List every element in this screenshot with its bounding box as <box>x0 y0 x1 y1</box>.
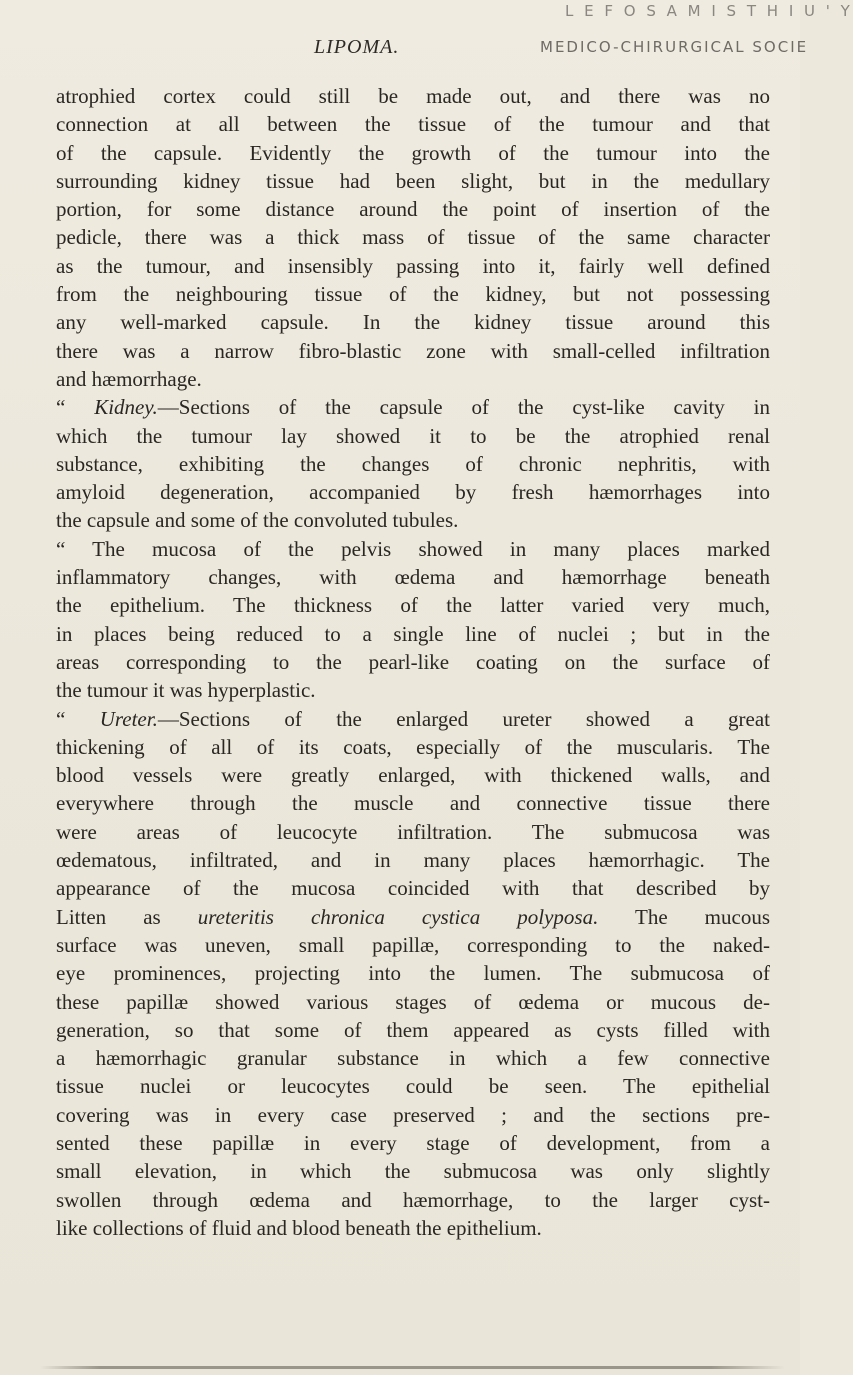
text-line: a hæmorrhagic granular substance in which a few connective <box>56 1046 770 1071</box>
text-line: substance, exhibiting the changes of chronic nephritis, with <box>56 451 770 476</box>
text-line: these papillæ showed various stages of œdema or mucous de- <box>56 989 770 1014</box>
text-line: areas corresponding to the pearl-like coating on the surface of <box>56 649 770 674</box>
text-line: from the neighbouring tissue of the kidney, but not possessing <box>56 282 770 307</box>
italic-term: ureteritis chronica cystica polyposa. <box>197 904 599 929</box>
italic-term: Kidney. <box>94 395 158 420</box>
text-line: inflammatory changes, with œdema and hæmorrhage beneath <box>56 565 770 590</box>
text-line: Litten as ureteritis chronica cystica polyposa. The mucous <box>56 904 771 929</box>
library-stamp: MEDICO-CHIRURGICAL SOCIE <box>540 38 809 56</box>
text-line: of the capsule. Evidently the growth of the tumour into the <box>56 140 770 165</box>
text-line: there was a narrow fibro-blastic zone with small-celled infiltration <box>56 338 770 363</box>
text-line: sented these papillæ in every stage of development, from a <box>56 1130 770 1155</box>
text-line: eye prominences, projecting into the lumen. The submucosa of <box>56 961 770 986</box>
text-line: covering was in every case preserved ; and the sections pre- <box>56 1102 770 1127</box>
top-library-stamp: L E F O S A M I S T H I U ' Y <box>565 2 853 20</box>
running-head <box>0 32 809 68</box>
text-line-kidney-heading: “ Kidney.—Sections of the capsule of the cyst-like cavity in <box>56 395 770 420</box>
text-line: œdematous, infiltrated, and in many places hæmorrhagic. The <box>56 848 770 873</box>
running-title: LIPOMA. <box>314 36 400 58</box>
text-line: the epithelium. The thickness of the latter varied very much, <box>56 593 770 618</box>
text-line: surrounding kidney tissue had been slight, but in the medullary <box>56 168 770 193</box>
text-line: like collections of fluid and blood beneath the epithelium. <box>56 1215 542 1240</box>
text-line: portion, for some distance around the point of insertion of the <box>56 197 770 222</box>
text-line: any well-marked capsule. In the kidney tissue around this <box>56 310 770 335</box>
text-line: which the tumour lay showed it to be the atrophied renal <box>56 423 770 448</box>
text-line: everywhere through the muscle and connective tissue there <box>56 791 770 816</box>
text-line: tissue nuclei or leucocytes could be seen. The epithelial <box>56 1074 770 1099</box>
text-line: atrophied cortex could still be made out, and there was no <box>56 84 770 108</box>
text-line: appearance of the mucosa coincided with that described by <box>56 876 770 901</box>
text-line: pedicle, there was a thick mass of tissue of the same character <box>56 225 770 250</box>
text-line: generation, so that some of them appeared as cysts filled with <box>56 1017 770 1042</box>
text-line: the tumour it was hyperplastic. <box>56 678 316 703</box>
text-line: connection at all between the tissue of the tumour and that <box>56 112 770 137</box>
text-line: as the tumour, and insensibly passing into it, fairly well defined <box>56 253 770 278</box>
text-line: were areas of leucocyte infiltration. The submucosa was <box>56 819 770 844</box>
text-line: and hæmorrhage. <box>56 366 202 391</box>
body-text <box>56 82 770 1242</box>
page-bottom-edge <box>40 1366 785 1369</box>
text-line: blood vessels were greatly enlarged, with thickened walls, and <box>56 763 770 788</box>
italic-term: Ureter. <box>99 706 158 731</box>
text-line-ureter-heading: “ Ureter.—Sections of the enlarged ureter showed a great <box>56 706 770 731</box>
text-line: surface was uneven, small papillæ, corresponding to the naked- <box>56 932 770 957</box>
text-line: amyloid degeneration, accompanied by fresh hæmorrhages into <box>56 480 770 505</box>
text-line: small elevation, in which the submucosa was only slightly <box>56 1159 770 1184</box>
text-line: the capsule and some of the convoluted tubules. <box>56 508 459 533</box>
text-line: “ The mucosa of the pelvis showed in many places marked <box>56 536 770 561</box>
text-line: in places being reduced to a single line of nuclei ; but in the <box>56 621 770 646</box>
text-line: thickening of all of its coats, especially of the muscularis. The <box>56 734 770 759</box>
text-line: swollen through œdema and hæmorrhage, to the larger cyst- <box>56 1187 770 1212</box>
